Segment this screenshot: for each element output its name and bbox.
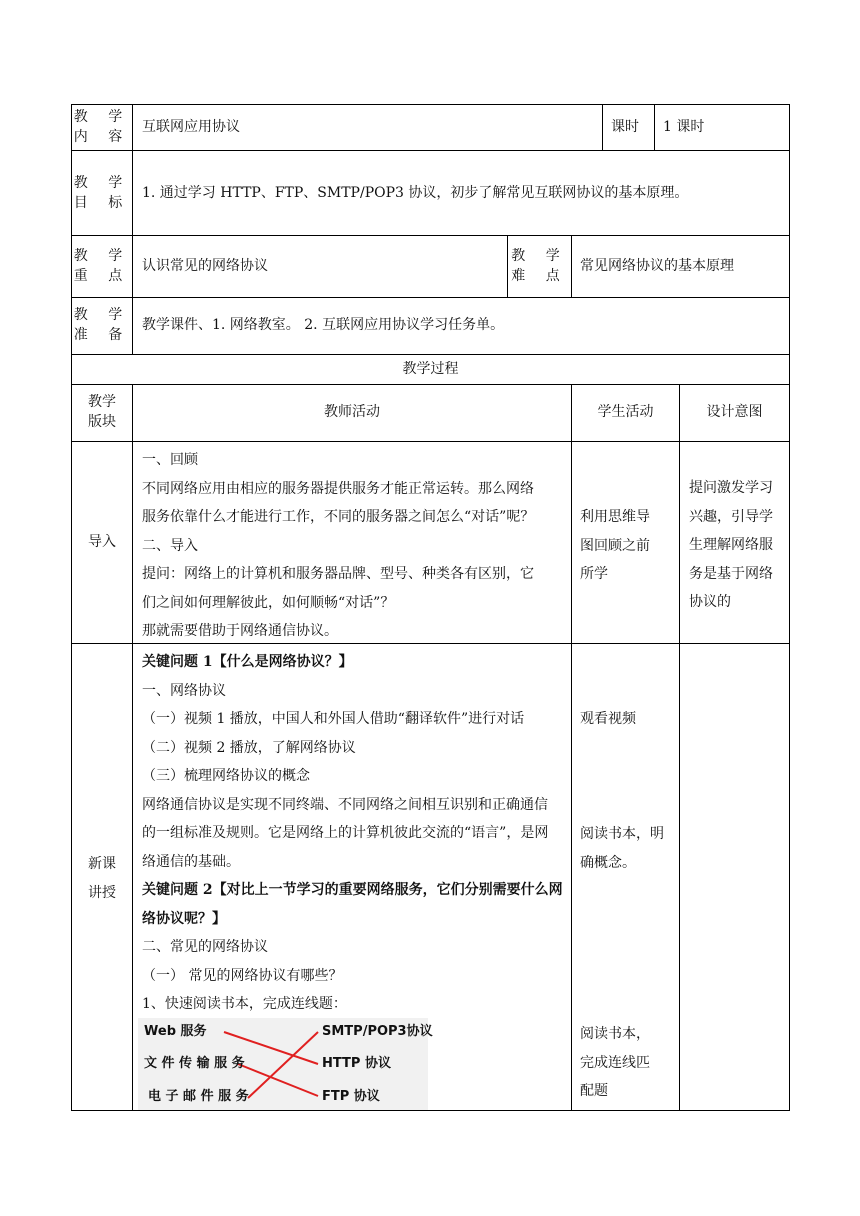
- lesson-line: 的一组标准及规则。它是网络上的计算机彼此交流的“语言”，是网: [142, 825, 549, 841]
- lesson-line: 一、网络协议: [142, 682, 226, 699]
- match-right-smtp: SMTP/POP3协议: [322, 1024, 433, 1039]
- intro-teacher-line: 服务依靠什么才能进行工作，不同的服务器之间怎么“对话”呢？: [142, 509, 535, 525]
- key-question-2-line2: 络协议呢？】: [142, 910, 226, 927]
- difficulty-value: 常见网络协议的基本原理: [580, 258, 734, 274]
- content-label: [72, 107, 132, 147]
- intro-student-line: 所学: [580, 566, 608, 582]
- key-question-2-line1: 关键问题 2【对比上一节学习的重要网络服务，它们分别需要什么网: [142, 882, 563, 898]
- intro-student-line: 图回顾之前: [580, 537, 650, 554]
- lesson-student-read: [580, 820, 664, 877]
- key-label-line1: 教 学: [73, 248, 131, 264]
- hours-value: 1 课时: [663, 119, 705, 135]
- col-teacher-header: 教师活动: [324, 404, 380, 420]
- intro-teacher-line: 二、导入: [142, 537, 198, 554]
- key-label-line2: 重 点: [73, 268, 131, 284]
- prep-label-line1: 教 学: [73, 307, 131, 323]
- match-line-mail-smtp: [248, 1032, 318, 1098]
- lesson-line: 网络通信协议是实现不同终端、不同网络之间相互识别和正确通信: [142, 796, 548, 813]
- matching-exercise-image: [138, 1018, 433, 1110]
- match-left-web: Web 服务: [144, 1024, 207, 1039]
- lesson-line: （三）梳理网络协议的概念: [142, 768, 310, 784]
- intro-teacher-line: 提问：网络上的计算机和服务器品牌、型号、种类各有区别，它: [142, 566, 534, 582]
- match-left-mail: 电 子 邮 件 服 务: [148, 1089, 249, 1104]
- match-right-http: HTTP 协议: [322, 1056, 391, 1071]
- col-design-header: 设计意图: [706, 404, 763, 420]
- content-value: 互联网应用协议: [142, 119, 240, 135]
- intro-design-intent: [689, 474, 773, 617]
- col-module-header: [72, 392, 132, 432]
- intro-module: 导入: [88, 534, 116, 550]
- intro-teacher-line: 一、回顾: [142, 452, 198, 468]
- difficulty-label-line1: 教 学: [511, 248, 568, 264]
- difficulty-label: [508, 246, 571, 286]
- intro-teacher-activity: [142, 446, 534, 646]
- goal-label-line2: 目 标: [73, 195, 131, 211]
- intro-student-activity: [580, 503, 650, 589]
- goal-value: 1. 通过学习 HTTP、FTP、SMTP/POP3 协议，初步了解常见互联网协议的基本原理。: [142, 185, 689, 201]
- intro-design-line: 协议的: [689, 594, 731, 610]
- lesson-line: （一） 常见的网络协议有哪些？: [142, 967, 343, 984]
- intro-student-line: 利用思维导: [580, 509, 650, 525]
- lesson-student-watch: 观看视频: [580, 711, 636, 727]
- goal-label: [72, 173, 132, 213]
- prep-value: 教学课件、1. 网络教室。 2. 互联网应用协议学习任务单。: [142, 317, 505, 333]
- lesson-module-line2: 讲授: [88, 884, 116, 901]
- intro-design-line: 兴趣，引导学: [689, 508, 773, 525]
- lesson-student-line: 阅读书本，: [580, 1026, 650, 1042]
- key-question-1: 关键问题 1【什么是网络协议？】: [142, 654, 353, 670]
- lesson-line: （一）视频 1 播放，中国人和外国人借助“翻译软件”进行对话: [142, 711, 525, 727]
- intro-teacher-line: 那就需要借助于网络通信协议。: [142, 623, 338, 639]
- key-label: [72, 246, 132, 286]
- hours-label: 课时: [611, 119, 639, 135]
- intro-teacher-line: 不同网络应用由相应的服务器提供服务才能正常运转。那么网络: [142, 480, 534, 497]
- col-module-line2: 版块: [88, 414, 116, 430]
- prep-label: [72, 305, 132, 345]
- lesson-module: [72, 850, 132, 907]
- process-title: 教学过程: [402, 361, 459, 377]
- lesson-line: 络通信的基础。: [142, 853, 240, 870]
- intro-teacher-line: 们之间如何理解彼此，如何顺畅“对话”？: [142, 594, 395, 611]
- content-label-line1: 教 学: [73, 109, 131, 125]
- prep-label-line2: 准 备: [73, 327, 131, 343]
- col-module-line1: 教学: [88, 394, 116, 410]
- lesson-student-line: 配题: [580, 1083, 608, 1099]
- intro-design-line: 务是基于网络: [689, 565, 773, 582]
- match-left-file: 文 件 传 输 服 务: [144, 1056, 245, 1071]
- content-label-line2: 内 容: [73, 129, 131, 145]
- intro-design-line: 提问激发学习: [689, 480, 773, 496]
- lesson-line: 1、快速阅读书本，完成连线题：: [142, 996, 347, 1012]
- lesson-line: 二、常见的网络协议: [142, 939, 268, 955]
- intro-design-line: 生理解网络服: [689, 537, 773, 553]
- key-value: 认识常见的网络协议: [142, 258, 268, 274]
- lesson-module-line1: 新课: [88, 856, 116, 872]
- lesson-student-line: 确概念。: [580, 854, 636, 871]
- lesson-student-match: [580, 1020, 650, 1106]
- lesson-line: （二）视频 2 播放，了解网络协议: [142, 739, 356, 756]
- match-right-ftp: FTP 协议: [322, 1089, 380, 1104]
- goal-label-line1: 教 学: [73, 175, 131, 191]
- lesson-teacher-activity: [142, 648, 563, 1019]
- col-student-header: 学生活动: [597, 404, 654, 420]
- difficulty-label-line2: 难 点: [511, 268, 568, 284]
- lesson-student-line: 阅读书本，明: [580, 826, 664, 842]
- lesson-student-line: 完成连线匹: [580, 1054, 650, 1071]
